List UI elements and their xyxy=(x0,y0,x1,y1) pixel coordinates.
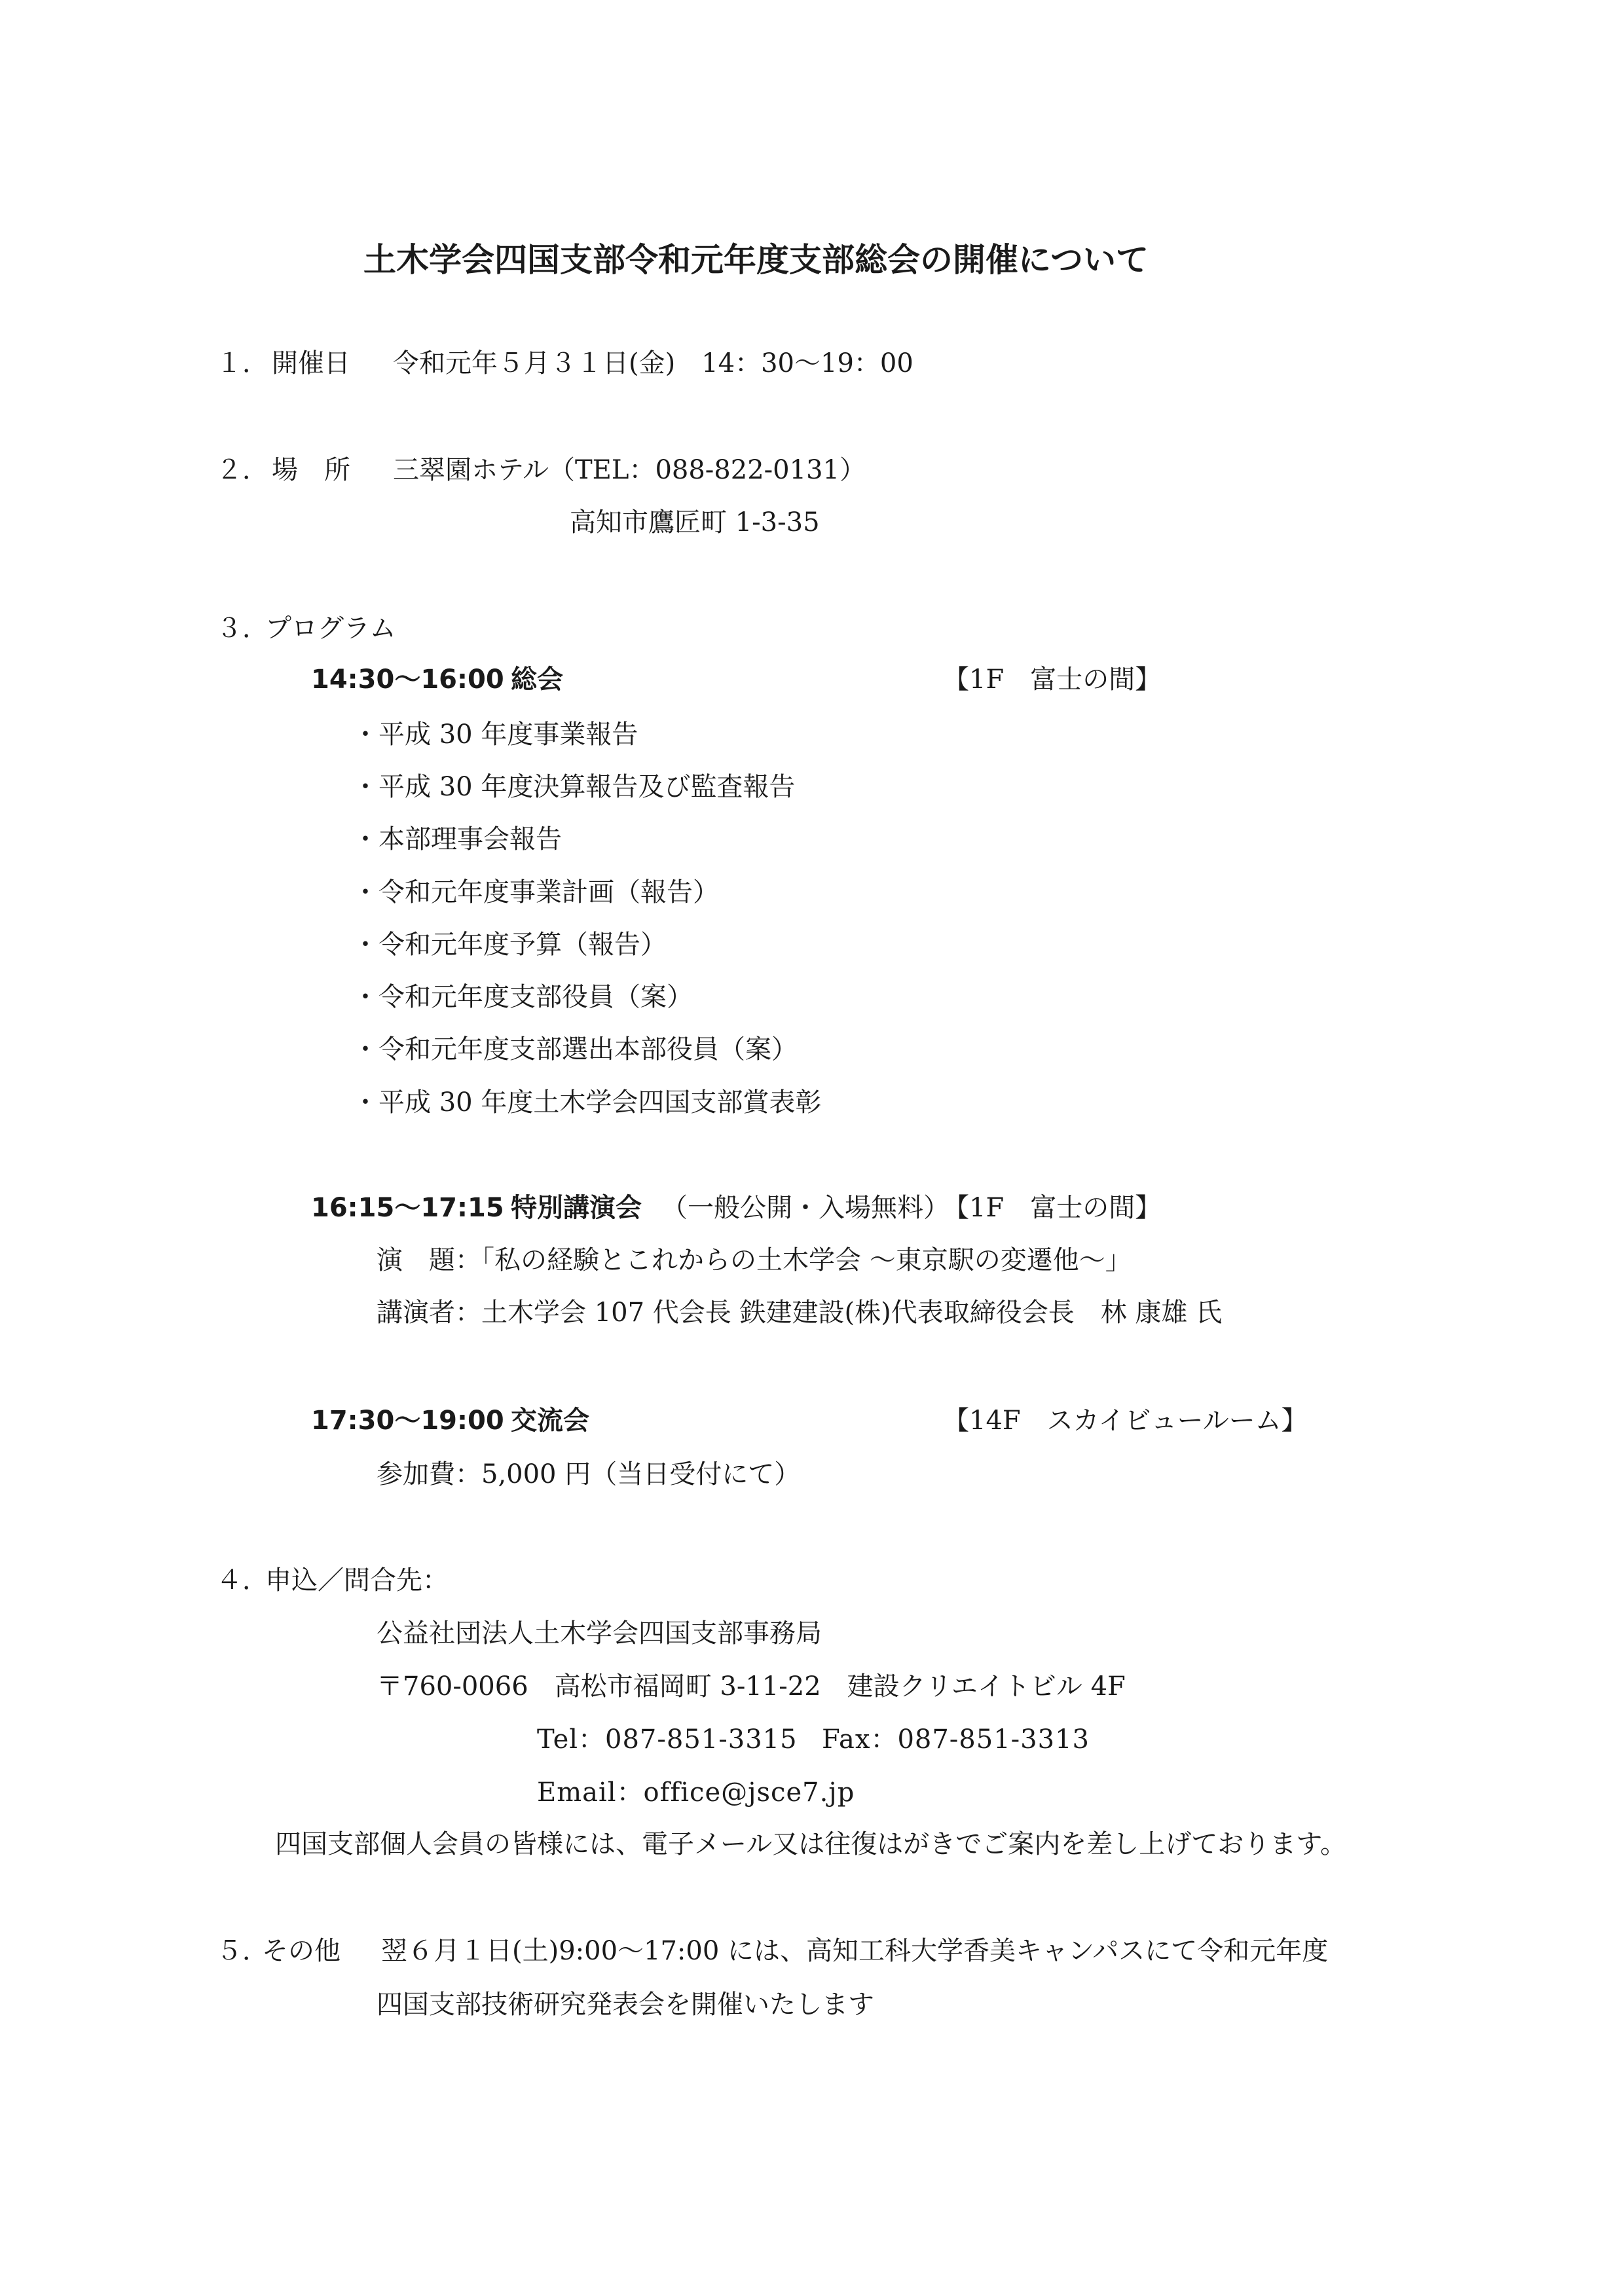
section-number: ４． xyxy=(216,1565,268,1595)
venue-address: 高知市鷹匠町 1-3-35 xyxy=(570,507,820,538)
section-label: 場 所 xyxy=(272,455,350,485)
contact-tel: Tel：087-851-3315 xyxy=(537,1724,798,1755)
other-line-2: 四国支部技術研究発表会を開催いたします xyxy=(377,1990,874,2020)
lecture-topic: 演 題：「私の経験とこれからの土木学会 ～東京駅の変遷他～」 xyxy=(377,1245,1132,1275)
venue-name: 三翠園ホテル（TEL：088-822-0131） xyxy=(393,455,866,485)
date-value: 令和元年５月３１日(金) 14：30～19：00 xyxy=(393,348,913,378)
general-meeting-time: 14:30～16:00 xyxy=(311,665,504,695)
agenda-item: ・平成 30 年度決算報告及び監査報告 xyxy=(352,772,796,802)
agenda-item: ・本部理事会報告 xyxy=(352,824,562,854)
section-label: プログラム xyxy=(265,613,396,644)
social-name: 交流会 xyxy=(511,1406,589,1436)
agenda-item: ・平成 30 年度事業報告 xyxy=(352,720,638,750)
contact-email: Email：office@jsce7.jp xyxy=(537,1777,855,1808)
section-number: １． xyxy=(216,348,268,378)
section-label: 開催日 xyxy=(272,348,350,378)
lecture-speaker: 講演者：土木学会 107 代会長 鉄建建設(株)代表取締役会長 林 康雄 氏 xyxy=(377,1298,1223,1328)
lecture-room: 【1F 富士の間】 xyxy=(943,1193,1162,1223)
lecture-note: （一般公開・入場無料） xyxy=(661,1193,950,1223)
lecture-name: 特別講演会 xyxy=(511,1193,642,1223)
section-label: 申込／問合先： xyxy=(265,1565,449,1595)
other-line-1: 翌６月１日(土)9:00～17:00 には、高知工科大学香美キャンパスにて令和元年度 xyxy=(381,1936,1329,1966)
social-room: 【14F スカイビュールーム】 xyxy=(943,1406,1308,1436)
agenda-item: ・令和元年度支部選出本部役員（案） xyxy=(352,1034,798,1065)
contact-fax: Fax：087-851-3313 xyxy=(822,1724,1090,1755)
general-meeting-name: 総会 xyxy=(511,665,563,695)
page-title: 土木学会四国支部令和元年度支部総会の開催について xyxy=(363,241,1149,279)
social-fee: 参加費：5,000 円（当日受付にて） xyxy=(377,1459,801,1489)
agenda-item: ・平成 30 年度土木学会四国支部賞表彰 xyxy=(352,1087,822,1118)
social-time: 17:30～19:00 xyxy=(311,1406,504,1436)
section-number: ５． xyxy=(216,1936,268,1966)
section-number: ３． xyxy=(216,613,268,644)
general-meeting-room: 【1F 富士の間】 xyxy=(943,665,1162,695)
agenda-item: ・令和元年度支部役員（案） xyxy=(352,982,693,1012)
agenda-item: ・令和元年度予算（報告） xyxy=(352,930,667,960)
contact-notice: 四国支部個人会員の皆様には、電子メール又は往復はがきでご案内を差し上げております。 xyxy=(275,1829,1346,1859)
section-label: その他 xyxy=(262,1936,341,1966)
contact-address: 〒760-0066 高松市福岡町 3-11-22 建設クリエイトビル 4F xyxy=(377,1671,1126,1702)
agenda-item: ・令和元年度事業計画（報告） xyxy=(352,877,719,907)
section-number: ２． xyxy=(216,455,268,485)
lecture-time: 16:15～17:15 xyxy=(311,1193,504,1223)
contact-organization: 公益社団法人土木学会四国支部事務局 xyxy=(377,1618,822,1649)
